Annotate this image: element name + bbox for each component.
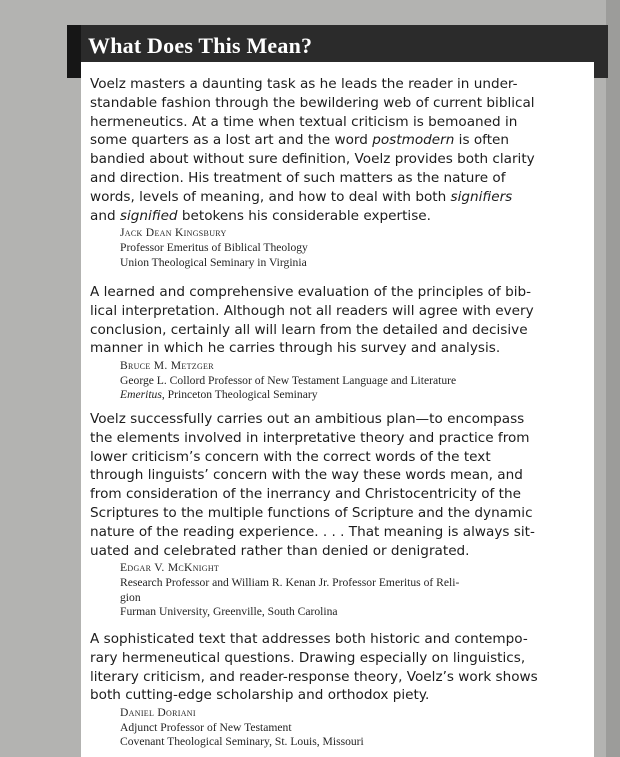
text-line: Covenant Theological Seminary, St. Louis, Missouri xyxy=(120,735,364,749)
text-line: Scriptures to the multiple functions of Scripture and the dynamic xyxy=(90,504,533,521)
emphasis: signifiers xyxy=(450,188,513,205)
text-line: Furman University, Greenville, South Carolina xyxy=(120,605,338,619)
reviewer-name: Bruce M. Metzger xyxy=(120,359,214,373)
review-attribution xyxy=(120,359,590,403)
review-4 xyxy=(90,630,590,750)
text-line: George L. Collord Professor of New Testament Language and Literature xyxy=(120,373,457,387)
review-attribution xyxy=(120,226,590,270)
reviewer-name: Edgar V. McKnight xyxy=(120,561,220,575)
text-line: Voelz masters a daunting task as he leads the reader in under- xyxy=(90,76,518,92)
reviewer-name: Jack Dean Kingsbury xyxy=(120,226,227,240)
heading-band-strip xyxy=(67,25,81,78)
text-line: bandied about without sure definition, Voelz provides both clarity xyxy=(90,151,535,168)
page-title: What Does This Mean? xyxy=(88,33,313,58)
text-line: through linguists’ concern with the way these words mean, and xyxy=(90,467,523,484)
text-line: some quarters as a lost art and the word postmodern is often xyxy=(90,132,510,149)
text-line: conclusion, certainly all will learn from the detailed and decisive xyxy=(90,321,528,338)
text-line: lical interpretation. Although not all readers will agree with every xyxy=(90,302,534,319)
text-line: Adjunct Professor of New Testament xyxy=(120,720,292,734)
text-line: uated and celebrated rather than denied or denigrated. xyxy=(90,542,470,559)
review-1 xyxy=(90,75,590,270)
review-2 xyxy=(90,283,590,403)
review-quote xyxy=(90,283,590,358)
emphasis: Emeritus xyxy=(120,388,162,402)
review-quote xyxy=(90,410,590,560)
text-line: Research Professor and William R. Kenan Jr. Professor Emeritus of Reli- xyxy=(120,575,460,589)
emphasis: postmodern xyxy=(372,132,455,149)
text-line: Voelz successfully carries out an ambitious plan—to encompass xyxy=(90,411,525,427)
review-3 xyxy=(90,410,590,620)
text-line: Union Theological Seminary in Virginia xyxy=(120,255,307,269)
reviewer-name: Daniel Doriani xyxy=(120,706,196,720)
text-line: rary hermeneutical questions. Drawing especially on linguistics, xyxy=(90,649,526,666)
text-line: lower criticism’s concern with the correct words of the text xyxy=(90,448,491,465)
text-line: manner in which he carries through his survey and analysis. xyxy=(90,340,501,357)
text-line: literary criticism, and reader-response theory, Voelz’s work shows xyxy=(90,668,538,685)
text-line: standable fashion through the bewildering web of current biblical xyxy=(90,94,535,111)
text-line: words, levels of meaning, and how to deal with both signifiers xyxy=(90,188,513,205)
text-line: the elements involved in interpretative theory and practice from xyxy=(90,429,530,446)
text-line: and direction. His treatment of such matters as the nature of xyxy=(90,169,506,186)
text-line: gion xyxy=(120,590,141,604)
review-quote xyxy=(90,75,590,225)
text-line: from consideration of the inerrancy and Christocentricity of the xyxy=(90,486,521,503)
text-line: both cutting-edge scholarship and orthodox piety. xyxy=(90,687,430,704)
review-quote xyxy=(90,630,590,705)
emphasis: signified xyxy=(119,207,178,224)
review-attribution xyxy=(120,561,590,619)
text-line: A sophisticated text that addresses both historic and contempo- xyxy=(90,631,528,647)
text-line: Emeritus, Princeton Theological Seminary xyxy=(120,388,318,402)
review-attribution xyxy=(120,706,590,750)
text-line: nature of the reading experience. . . . That meaning is always sit- xyxy=(90,523,535,540)
text-line: A learned and comprehensive evaluation of the principles of bib- xyxy=(90,284,532,300)
text-line: and signified betokens his considerable expertise. xyxy=(90,207,431,224)
cover-edge-shade xyxy=(606,0,620,757)
text-line: Professor Emeritus of Biblical Theology xyxy=(120,240,308,254)
text-line: hermeneutics. At a time when textual criticism is bemoaned in xyxy=(90,113,518,130)
